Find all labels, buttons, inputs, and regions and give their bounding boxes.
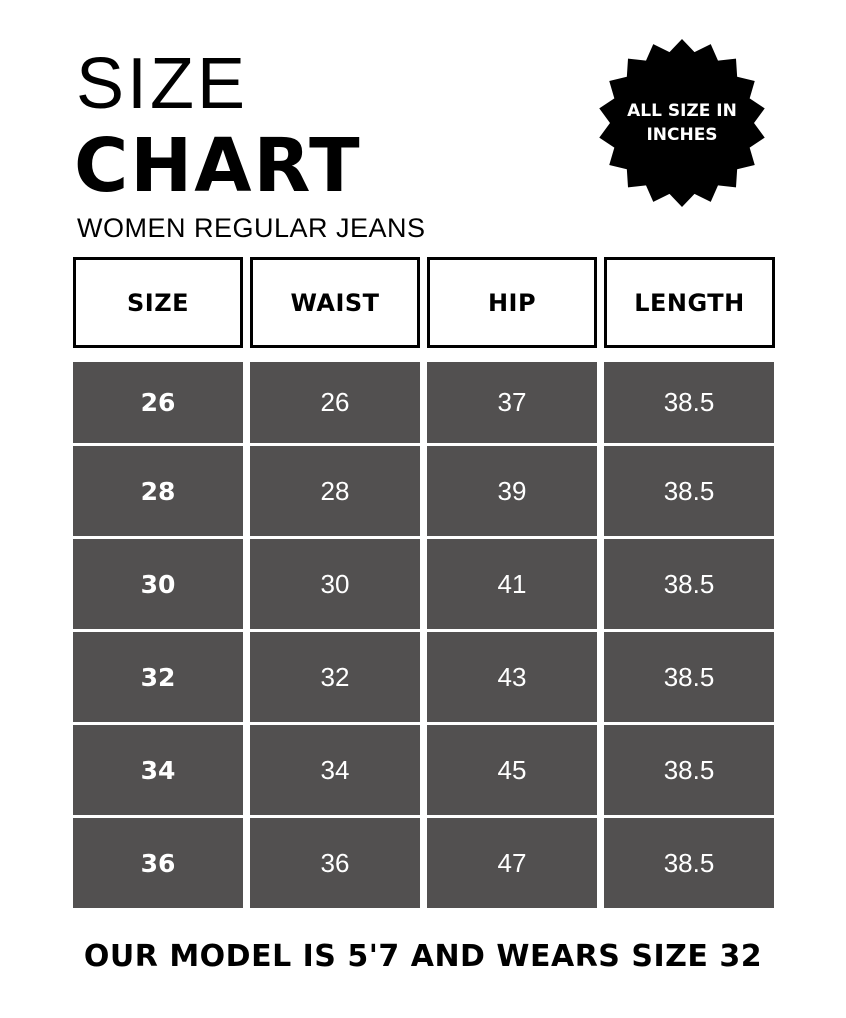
cell-size: 34: [73, 725, 243, 815]
cell-waist: 26: [250, 362, 420, 443]
cell-hip: 45: [427, 725, 597, 815]
cell-waist: 30: [250, 539, 420, 629]
header-waist: WAIST: [250, 257, 420, 348]
cell-length: 38.5: [604, 539, 774, 629]
header-size: SIZE: [73, 257, 243, 348]
subtitle: WOMEN REGULAR JEANS: [77, 213, 426, 243]
cell-length: 38.5: [604, 362, 774, 443]
header-hip: HIP: [427, 257, 597, 348]
cell-waist: 36: [250, 818, 420, 908]
cell-hip: 41: [427, 539, 597, 629]
title-size: SIZE: [76, 44, 249, 124]
cell-length: 38.5: [604, 632, 774, 722]
title-chart: CHART: [74, 123, 362, 209]
cell-size: 28: [73, 446, 243, 536]
cell-hip: 43: [427, 632, 597, 722]
cell-waist: 32: [250, 632, 420, 722]
units-badge: [597, 38, 767, 208]
cell-size: 36: [73, 818, 243, 908]
cell-size: 30: [73, 539, 243, 629]
cell-length: 38.5: [604, 446, 774, 536]
cell-size: 32: [73, 632, 243, 722]
model-note: OUR MODEL IS 5'7 AND WEARS SIZE 32: [83, 939, 763, 974]
badge-line-2: INCHES: [646, 125, 718, 145]
cell-hip: 39: [427, 446, 597, 536]
cell-hip: 47: [427, 818, 597, 908]
cell-size: 26: [73, 362, 243, 443]
cell-length: 38.5: [604, 725, 774, 815]
cell-length: 38.5: [604, 818, 774, 908]
cell-waist: 28: [250, 446, 420, 536]
cell-hip: 37: [427, 362, 597, 443]
header-length: LENGTH: [604, 257, 775, 348]
cell-waist: 34: [250, 725, 420, 815]
badge-line-1: ALL SIZE IN: [627, 101, 737, 121]
